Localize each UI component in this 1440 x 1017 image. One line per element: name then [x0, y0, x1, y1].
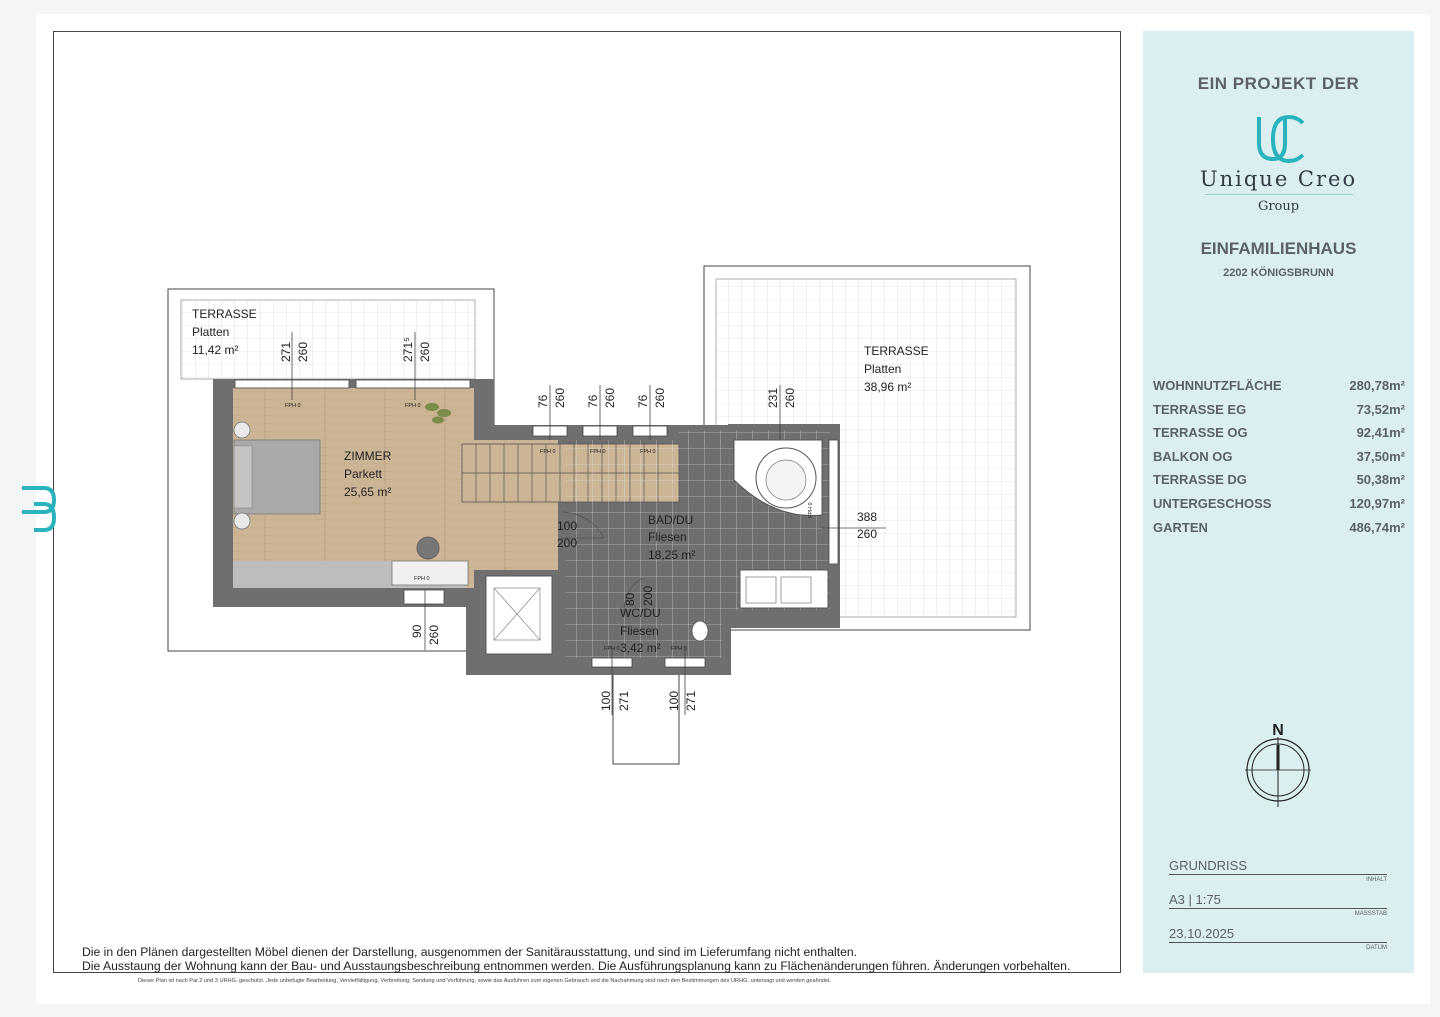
svg-text:Fliesen: Fliesen [648, 530, 687, 544]
house-type-heading: EINFAMILIENHAUS [1200, 239, 1357, 258]
svg-text:WC/DU: WC/DU [620, 606, 661, 620]
svg-text:100: 100 [667, 690, 681, 711]
nightstand-bottom [234, 513, 250, 529]
room-label-wc [620, 606, 661, 655]
sink-left [746, 577, 776, 603]
area-row: TERRASSE DG 50,38m² [1153, 472, 1405, 488]
svg-text:Parkett: Parkett [344, 467, 383, 481]
svg-text:260: 260 [857, 527, 878, 541]
copyright-notice: Dieser Plan ist nach Par.2 und 3 URHG. geschützt. Jede unbefugte Bearbeitung, Vervielfältigung, Verbreitung, Sendung und Vorführung, sowie das Ausführen zum eigenen Gebrauch und die Nachahmung sind nach den Bestimmungen des URHG. untersagt und werden geahndet. [138, 978, 832, 984]
area-row: GARTEN 486,74m² [1153, 519, 1405, 535]
svg-text:25,65 m²: 25,65 m² [344, 485, 392, 499]
svg-text:38,96 m²: 38,96 m² [864, 380, 912, 394]
bathtub-basin-inner [766, 460, 806, 500]
svg-text:18,25 m²: 18,25 m² [648, 548, 696, 562]
svg-text:100: 100 [599, 690, 613, 711]
svg-text:Fliesen: Fliesen [620, 624, 659, 638]
svg-text:FPH 0: FPH 0 [808, 502, 814, 518]
svg-text:200: 200 [557, 536, 578, 550]
svg-text:FPH 0: FPH 0 [640, 449, 656, 455]
desk-chair [417, 537, 439, 559]
area-row: UNTERGESCHOSS 120,97m² [1153, 495, 1405, 511]
desk [392, 561, 468, 585]
svg-text:11,42 m²: 11,42 m² [192, 343, 239, 357]
north-arrow-icon [1243, 719, 1313, 811]
svg-text:FPH 0: FPH 0 [540, 449, 556, 455]
svg-text:TERRASSE: TERRASSE [864, 344, 929, 358]
svg-text:260: 260 [783, 387, 797, 408]
svg-text:N: N [1272, 722, 1284, 739]
svg-text:76: 76 [636, 394, 650, 408]
brand-name: Unique Creo [1199, 167, 1358, 191]
svg-text:90: 90 [410, 624, 424, 638]
titleblock-date: 23.10.2025 DATUM [1169, 926, 1387, 951]
titleblock-content: GRUNDRISS INHALT [1169, 858, 1387, 883]
brand-group: Group [1257, 199, 1300, 214]
titleblock-scale: A3 | 1:75 MASSSTAB [1169, 892, 1387, 917]
svg-text:200: 200 [641, 585, 655, 606]
svg-text:FPH 0: FPH 0 [414, 576, 430, 582]
sink-right [781, 577, 811, 603]
svg-text:271⁵: 271⁵ [401, 337, 415, 362]
area-row: TERRASSE EG 73,52m² [1153, 401, 1405, 417]
svg-text:388: 388 [857, 510, 878, 524]
brand-divider [1205, 194, 1353, 195]
svg-text:FPH 0: FPH 0 [285, 403, 301, 409]
location-text: 2202 KÖNIGSBRUNN [1223, 267, 1334, 279]
svg-text:271: 271 [279, 341, 293, 362]
svg-text:FPH 0: FPH 0 [590, 449, 606, 455]
brand-monogram-icon [1251, 113, 1307, 165]
svg-text:FPH 0: FPH 0 [671, 646, 687, 652]
project-by-heading: EIN PROJEKT DER [1197, 74, 1360, 93]
svg-text:ZIMMER: ZIMMER [344, 449, 392, 463]
svg-text:260: 260 [653, 387, 667, 408]
svg-text:TERRASSE: TERRASSE [192, 307, 257, 321]
area-row: BALKON OG 37,50m² [1153, 448, 1405, 464]
svg-text:Platten: Platten [192, 325, 230, 339]
nightstand-top [234, 422, 250, 438]
svg-text:260: 260 [427, 624, 441, 645]
svg-text:231: 231 [766, 387, 780, 408]
info-panel [1143, 31, 1414, 973]
svg-text:271: 271 [617, 690, 631, 711]
svg-text:100: 100 [557, 519, 578, 533]
svg-text:260: 260 [603, 387, 617, 408]
bed-pillows [234, 446, 252, 508]
svg-text:FPH 0: FPH 0 [405, 403, 421, 409]
svg-text:260: 260 [418, 341, 432, 362]
svg-text:271: 271 [684, 690, 698, 711]
svg-text:FPH 0: FPH 0 [604, 646, 620, 652]
toilet [692, 621, 708, 641]
area-row: TERRASSE OG 92,41m² [1153, 425, 1405, 441]
area-table [1153, 378, 1405, 543]
svg-text:260: 260 [553, 387, 567, 408]
disclaimer-text: Die in den Plänen dargestellten Möbel dienen der Darstellung, ausgenommen der Sanitärausstattung, und sind im Lieferumfang nicht enthalten. Die Ausstaung der Wohnung kann der Bau- und Ausstaungsbeschreibung entnommen werden. Die Ausführungsplanung kann zu Flächenänderungen führen. Änderungen vorbehalten. [82, 945, 1071, 973]
entry-stair [613, 666, 679, 764]
svg-text:80: 80 [623, 592, 637, 606]
svg-text:260: 260 [296, 341, 310, 362]
svg-text:76: 76 [536, 394, 550, 408]
svg-text:76: 76 [586, 394, 600, 408]
area-row: WOHNNUTZFLÄCHE 280,78m² [1153, 378, 1405, 393]
svg-text:BAD/DU: BAD/DU [648, 513, 694, 527]
svg-text:Platten: Platten [864, 362, 902, 376]
svg-text:3,42 m²: 3,42 m² [620, 641, 661, 655]
